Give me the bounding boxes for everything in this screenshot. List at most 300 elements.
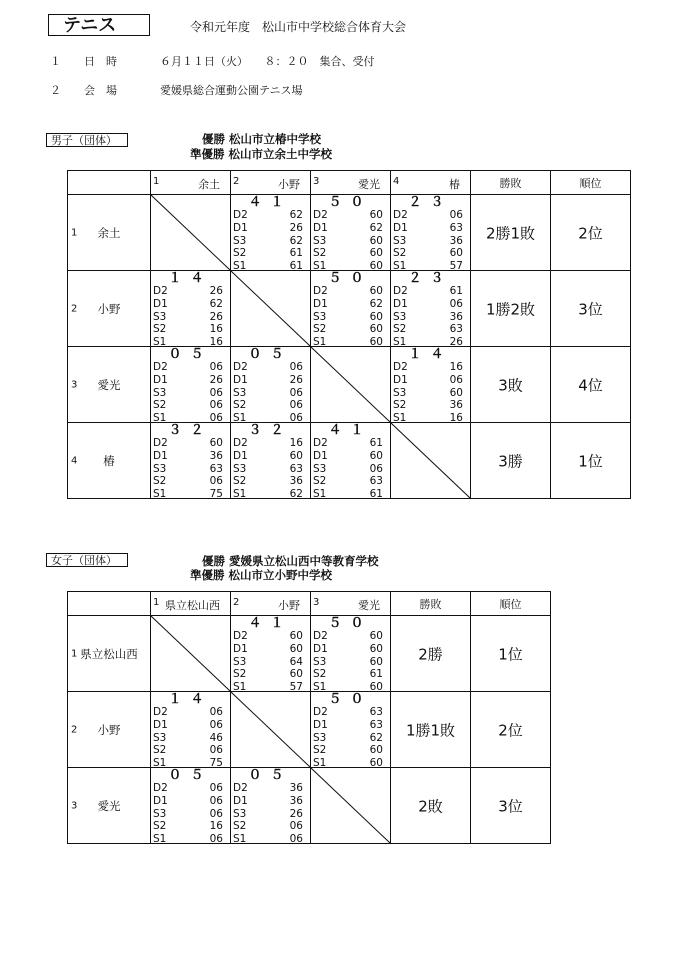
match-type: S3 bbox=[233, 807, 247, 820]
rank-cell bbox=[551, 347, 631, 423]
match-result: 61 bbox=[449, 285, 463, 297]
match-lines bbox=[233, 630, 303, 694]
match-type: D1 bbox=[153, 794, 168, 807]
match-score: ３２ bbox=[248, 423, 293, 438]
column-team-number: 1 bbox=[153, 597, 160, 608]
win-loss-cell bbox=[391, 692, 471, 768]
match-lines bbox=[393, 285, 463, 349]
match-result: 61 bbox=[369, 437, 383, 449]
info-value: ６月１１日（火） ８：２０ 集合、受付 bbox=[160, 55, 375, 68]
win-loss-cell bbox=[391, 616, 471, 692]
match-type: S1 bbox=[153, 833, 167, 846]
row-team-name: 椿 bbox=[103, 453, 115, 468]
match-result: 63 bbox=[369, 706, 383, 718]
self-match-cell bbox=[151, 616, 231, 692]
match-result: 06 bbox=[289, 361, 303, 373]
match-type: D2 bbox=[233, 209, 248, 221]
self-match-cell bbox=[231, 271, 311, 347]
self-match-cell bbox=[151, 195, 231, 271]
match-line bbox=[153, 450, 223, 463]
match-line bbox=[233, 235, 303, 248]
match-type: S1 bbox=[313, 681, 327, 694]
rank-cell bbox=[551, 195, 631, 271]
match-type: D2 bbox=[153, 285, 168, 297]
match-cell bbox=[391, 271, 471, 347]
match-result: 26 bbox=[289, 221, 303, 234]
match-line bbox=[153, 488, 223, 501]
match-type: S3 bbox=[313, 462, 327, 475]
match-type: S3 bbox=[233, 655, 247, 668]
match-line bbox=[313, 298, 383, 311]
diagonal-line bbox=[151, 195, 230, 270]
rank-cell bbox=[471, 692, 551, 768]
match-cell bbox=[151, 692, 231, 768]
match-type: D2 bbox=[233, 361, 248, 373]
match-line bbox=[313, 311, 383, 324]
win-loss-cell bbox=[471, 271, 551, 347]
match-result: 26 bbox=[209, 373, 223, 386]
match-line bbox=[313, 463, 383, 476]
match-type: D1 bbox=[313, 642, 328, 655]
match-lines bbox=[233, 209, 303, 273]
match-type: S3 bbox=[233, 234, 247, 247]
rank-cell bbox=[551, 271, 631, 347]
match-result: 64 bbox=[289, 655, 303, 668]
match-result: 75 bbox=[209, 757, 223, 770]
match-result: 06 bbox=[289, 386, 303, 399]
match-result: 06 bbox=[209, 399, 223, 412]
match-type: S1 bbox=[233, 412, 247, 425]
match-result: 63 bbox=[369, 718, 383, 731]
column-header bbox=[231, 592, 311, 616]
match-type: D1 bbox=[233, 449, 248, 462]
row-team-name: 小野 bbox=[97, 722, 121, 737]
diagonal-line bbox=[151, 616, 230, 691]
match-result: 36 bbox=[449, 310, 463, 323]
match-lines bbox=[233, 361, 303, 425]
match-line bbox=[233, 209, 303, 222]
match-cell bbox=[151, 347, 231, 423]
match-line bbox=[393, 387, 463, 400]
match-result: 06 bbox=[209, 386, 223, 399]
match-type: D1 bbox=[233, 373, 248, 386]
match-score: ５０ bbox=[328, 271, 373, 286]
match-lines bbox=[153, 285, 223, 349]
match-result: 06 bbox=[209, 706, 223, 718]
match-line bbox=[153, 399, 223, 412]
row-team-name: 県立松山西 bbox=[80, 646, 138, 661]
boys-runner-up: 準優勝 松山市立余土中学校 bbox=[190, 147, 333, 161]
match-type: S2 bbox=[233, 668, 247, 681]
match-line bbox=[393, 209, 463, 222]
match-result: 57 bbox=[449, 260, 463, 273]
match-score: ４１ bbox=[248, 195, 293, 210]
match-line bbox=[233, 437, 303, 450]
match-result: 61 bbox=[289, 247, 303, 260]
match-result: 63 bbox=[209, 462, 223, 475]
match-result: 60 bbox=[369, 209, 383, 221]
match-line bbox=[233, 247, 303, 260]
row-team-label bbox=[68, 692, 151, 768]
match-line bbox=[393, 361, 463, 374]
match-type: D1 bbox=[153, 449, 168, 462]
match-result: 46 bbox=[209, 731, 223, 744]
match-line bbox=[313, 668, 383, 681]
match-cell bbox=[231, 616, 311, 692]
corner-cell bbox=[68, 592, 151, 616]
match-result: 16 bbox=[209, 820, 223, 833]
match-result: 36 bbox=[449, 399, 463, 412]
column-team-number: 2 bbox=[233, 597, 240, 608]
match-lines bbox=[153, 361, 223, 425]
win-loss-value: 2勝 bbox=[418, 645, 443, 663]
match-line bbox=[313, 630, 383, 643]
match-lines bbox=[233, 782, 303, 846]
match-result: 60 bbox=[369, 630, 383, 642]
match-line bbox=[313, 656, 383, 669]
match-cell bbox=[311, 692, 391, 768]
match-type: S1 bbox=[153, 336, 167, 349]
match-line bbox=[313, 437, 383, 450]
match-line bbox=[233, 656, 303, 669]
rank-cell bbox=[471, 616, 551, 692]
match-line bbox=[313, 209, 383, 222]
row-team-label bbox=[68, 768, 151, 844]
team-row bbox=[68, 616, 551, 692]
match-type: S3 bbox=[153, 731, 167, 744]
match-line bbox=[153, 475, 223, 488]
match-line bbox=[313, 450, 383, 463]
match-line bbox=[233, 643, 303, 656]
match-result: 60 bbox=[369, 757, 383, 770]
row-team-name: 小野 bbox=[97, 301, 121, 316]
row-team-number: 3 bbox=[71, 379, 78, 390]
win-loss-cell bbox=[471, 195, 551, 271]
match-type: S3 bbox=[393, 234, 407, 247]
match-cell bbox=[231, 423, 311, 499]
match-result: 06 bbox=[289, 399, 303, 412]
match-score: ０５ bbox=[168, 347, 213, 362]
match-line bbox=[153, 323, 223, 336]
corner-cell bbox=[68, 171, 151, 195]
match-line bbox=[393, 323, 463, 336]
match-line bbox=[153, 808, 223, 821]
match-type: S3 bbox=[153, 462, 167, 475]
win-loss-value: 2勝1敗 bbox=[485, 224, 536, 242]
column-team-name: 小野 bbox=[278, 178, 300, 191]
match-result: 60 bbox=[369, 744, 383, 757]
match-result: 06 bbox=[209, 794, 223, 807]
match-type: D1 bbox=[313, 718, 328, 731]
match-line bbox=[313, 247, 383, 260]
match-score: ５０ bbox=[328, 195, 373, 210]
match-result: 36 bbox=[289, 475, 303, 488]
match-line bbox=[153, 361, 223, 374]
match-line bbox=[233, 782, 303, 795]
match-score: １４ bbox=[168, 692, 213, 707]
match-line bbox=[153, 795, 223, 808]
match-line bbox=[233, 387, 303, 400]
match-result: 26 bbox=[209, 310, 223, 323]
match-result: 16 bbox=[209, 336, 223, 349]
match-result: 06 bbox=[449, 209, 463, 221]
info-label: 日 時 bbox=[84, 55, 117, 68]
match-result: 06 bbox=[209, 475, 223, 488]
match-line bbox=[153, 387, 223, 400]
match-result: 60 bbox=[289, 630, 303, 642]
match-line bbox=[313, 719, 383, 732]
match-line bbox=[153, 833, 223, 846]
match-result: 62 bbox=[209, 297, 223, 310]
column-header bbox=[151, 171, 231, 195]
match-type: D2 bbox=[393, 285, 408, 297]
match-line bbox=[313, 744, 383, 757]
match-type: S1 bbox=[313, 757, 327, 770]
rank-header: 順位 bbox=[551, 171, 631, 195]
match-result: 60 bbox=[289, 642, 303, 655]
team-row bbox=[68, 692, 551, 768]
sport-title: テニス bbox=[48, 14, 150, 36]
match-result: 26 bbox=[449, 336, 463, 349]
row-team-label bbox=[68, 347, 151, 423]
match-result: 60 bbox=[369, 260, 383, 273]
self-match-cell bbox=[311, 347, 391, 423]
rank-value: 3位 bbox=[578, 300, 603, 318]
match-type: S1 bbox=[153, 757, 167, 770]
match-line bbox=[233, 463, 303, 476]
match-result: 60 bbox=[209, 437, 223, 449]
match-type: S1 bbox=[393, 260, 407, 273]
boys-results-table bbox=[67, 170, 631, 499]
match-type: D2 bbox=[393, 361, 408, 373]
match-line bbox=[233, 795, 303, 808]
match-result: 63 bbox=[449, 221, 463, 234]
self-match-cell bbox=[391, 423, 471, 499]
match-line bbox=[153, 782, 223, 795]
column-team-number: 3 bbox=[313, 597, 320, 608]
match-result: 60 bbox=[369, 681, 383, 694]
row-team-label bbox=[68, 423, 151, 499]
match-result: 62 bbox=[289, 234, 303, 247]
column-team-number: 2 bbox=[233, 176, 240, 187]
column-header bbox=[391, 171, 471, 195]
win-loss-value: 1勝2敗 bbox=[485, 300, 536, 318]
match-score: ５０ bbox=[328, 616, 373, 631]
match-type: S2 bbox=[313, 247, 327, 260]
match-cell bbox=[391, 347, 471, 423]
match-line bbox=[233, 808, 303, 821]
match-lines bbox=[393, 209, 463, 273]
match-type: S3 bbox=[153, 386, 167, 399]
match-type: S1 bbox=[233, 833, 247, 846]
girls-results-table bbox=[67, 591, 551, 844]
match-result: 75 bbox=[209, 488, 223, 501]
match-line bbox=[233, 399, 303, 412]
rank-value: 1位 bbox=[578, 452, 603, 470]
match-result: 60 bbox=[369, 655, 383, 668]
diagonal-line bbox=[391, 423, 470, 498]
match-result: 06 bbox=[289, 412, 303, 425]
match-type: D1 bbox=[233, 794, 248, 807]
match-type: S2 bbox=[233, 820, 247, 833]
match-type: D1 bbox=[313, 221, 328, 234]
match-line bbox=[393, 374, 463, 387]
match-line bbox=[393, 235, 463, 248]
match-type: D2 bbox=[233, 782, 248, 794]
match-type: S3 bbox=[313, 655, 327, 668]
win-loss-value: 1勝1敗 bbox=[405, 721, 456, 739]
match-line bbox=[153, 437, 223, 450]
match-lines bbox=[313, 437, 383, 501]
self-match-cell bbox=[231, 692, 311, 768]
match-result: 06 bbox=[209, 412, 223, 425]
match-result: 06 bbox=[209, 718, 223, 731]
column-team-number: 3 bbox=[313, 176, 320, 187]
match-type: D2 bbox=[313, 285, 328, 297]
row-team-label bbox=[68, 616, 151, 692]
column-team-name: 小野 bbox=[278, 599, 300, 612]
match-type: D2 bbox=[233, 437, 248, 449]
match-line bbox=[393, 247, 463, 260]
match-type: S3 bbox=[153, 807, 167, 820]
match-result: 36 bbox=[289, 794, 303, 807]
match-result: 06 bbox=[209, 361, 223, 373]
match-line bbox=[313, 488, 383, 501]
team-row bbox=[68, 271, 631, 347]
match-line bbox=[233, 222, 303, 235]
match-result: 62 bbox=[289, 488, 303, 501]
match-type: S2 bbox=[393, 323, 407, 336]
match-type: S1 bbox=[393, 412, 407, 425]
diagonal-line bbox=[231, 692, 310, 767]
match-result: 26 bbox=[289, 807, 303, 820]
match-type: S3 bbox=[233, 386, 247, 399]
match-line bbox=[313, 285, 383, 298]
match-type: S1 bbox=[313, 336, 327, 349]
match-type: D2 bbox=[233, 630, 248, 642]
team-row bbox=[68, 768, 551, 844]
match-result: 63 bbox=[289, 462, 303, 475]
match-type: S2 bbox=[153, 475, 167, 488]
match-cell bbox=[391, 195, 471, 271]
win-loss-cell bbox=[471, 347, 551, 423]
match-type: S3 bbox=[313, 234, 327, 247]
match-result: 06 bbox=[289, 833, 303, 846]
diagonal-line bbox=[311, 347, 390, 422]
match-type: S2 bbox=[313, 668, 327, 681]
match-result: 60 bbox=[369, 285, 383, 297]
match-type: D2 bbox=[153, 706, 168, 718]
match-cell bbox=[311, 195, 391, 271]
match-type: D2 bbox=[313, 630, 328, 642]
girls-runner-up: 準優勝 松山市立小野中学校 bbox=[190, 568, 333, 582]
team-row bbox=[68, 195, 631, 271]
match-result: 60 bbox=[449, 386, 463, 399]
match-score: ０５ bbox=[248, 768, 293, 783]
info-number: １ bbox=[50, 55, 61, 68]
diagonal-line bbox=[311, 768, 390, 843]
boys-champion: 優勝 松山市立椿中学校 bbox=[202, 132, 322, 146]
match-line bbox=[393, 222, 463, 235]
match-line bbox=[233, 450, 303, 463]
match-line bbox=[153, 706, 223, 719]
match-line bbox=[393, 285, 463, 298]
match-line bbox=[313, 706, 383, 719]
match-line bbox=[233, 833, 303, 846]
match-lines bbox=[153, 706, 223, 770]
row-team-label bbox=[68, 195, 151, 271]
match-result: 60 bbox=[369, 642, 383, 655]
win-loss-value: 3勝 bbox=[498, 452, 523, 470]
girls-section-label: 女子（団体） bbox=[46, 553, 128, 567]
match-type: S2 bbox=[313, 744, 327, 757]
match-line bbox=[233, 630, 303, 643]
match-cell bbox=[151, 423, 231, 499]
match-score: １４ bbox=[168, 271, 213, 286]
match-result: 61 bbox=[369, 668, 383, 681]
match-lines bbox=[153, 437, 223, 501]
match-type: D1 bbox=[313, 297, 328, 310]
match-line bbox=[233, 361, 303, 374]
win-loss-cell bbox=[391, 768, 471, 844]
match-line bbox=[233, 374, 303, 387]
match-type: D1 bbox=[313, 449, 328, 462]
match-cell bbox=[151, 271, 231, 347]
win-loss-header: 勝敗 bbox=[391, 592, 471, 616]
match-lines bbox=[313, 285, 383, 349]
match-result: 36 bbox=[289, 782, 303, 794]
match-result: 16 bbox=[209, 323, 223, 336]
match-line bbox=[233, 668, 303, 681]
column-team-number: 1 bbox=[153, 176, 160, 187]
match-line bbox=[313, 235, 383, 248]
match-line bbox=[393, 399, 463, 412]
match-type: S2 bbox=[233, 475, 247, 488]
match-result: 16 bbox=[289, 437, 303, 449]
column-team-name: 県立松山西 bbox=[165, 599, 220, 612]
match-cell bbox=[311, 423, 391, 499]
team-row bbox=[68, 347, 631, 423]
match-type: D2 bbox=[313, 209, 328, 221]
match-type: D1 bbox=[233, 221, 248, 234]
row-team-number: 2 bbox=[71, 303, 78, 314]
match-line bbox=[313, 732, 383, 745]
match-type: S1 bbox=[233, 260, 247, 273]
column-header bbox=[151, 592, 231, 616]
match-type: S2 bbox=[313, 475, 327, 488]
match-cell bbox=[311, 616, 391, 692]
match-line bbox=[153, 298, 223, 311]
match-result: 06 bbox=[449, 373, 463, 386]
match-type: S2 bbox=[233, 399, 247, 412]
match-result: 60 bbox=[289, 668, 303, 681]
match-lines bbox=[313, 209, 383, 273]
match-cell bbox=[231, 768, 311, 844]
match-cell bbox=[231, 347, 311, 423]
match-type: D1 bbox=[153, 718, 168, 731]
match-result: 60 bbox=[369, 247, 383, 260]
row-team-number: 1 bbox=[71, 227, 78, 238]
event-title: 令和元年度 松山市中学校総合体育大会 bbox=[190, 20, 407, 34]
match-type: D1 bbox=[393, 221, 408, 234]
match-result: 06 bbox=[209, 833, 223, 846]
match-type: D1 bbox=[393, 297, 408, 310]
match-lines bbox=[313, 630, 383, 694]
row-team-number: 2 bbox=[71, 724, 78, 735]
match-result: 57 bbox=[289, 681, 303, 694]
match-line bbox=[313, 222, 383, 235]
match-type: S2 bbox=[153, 399, 167, 412]
